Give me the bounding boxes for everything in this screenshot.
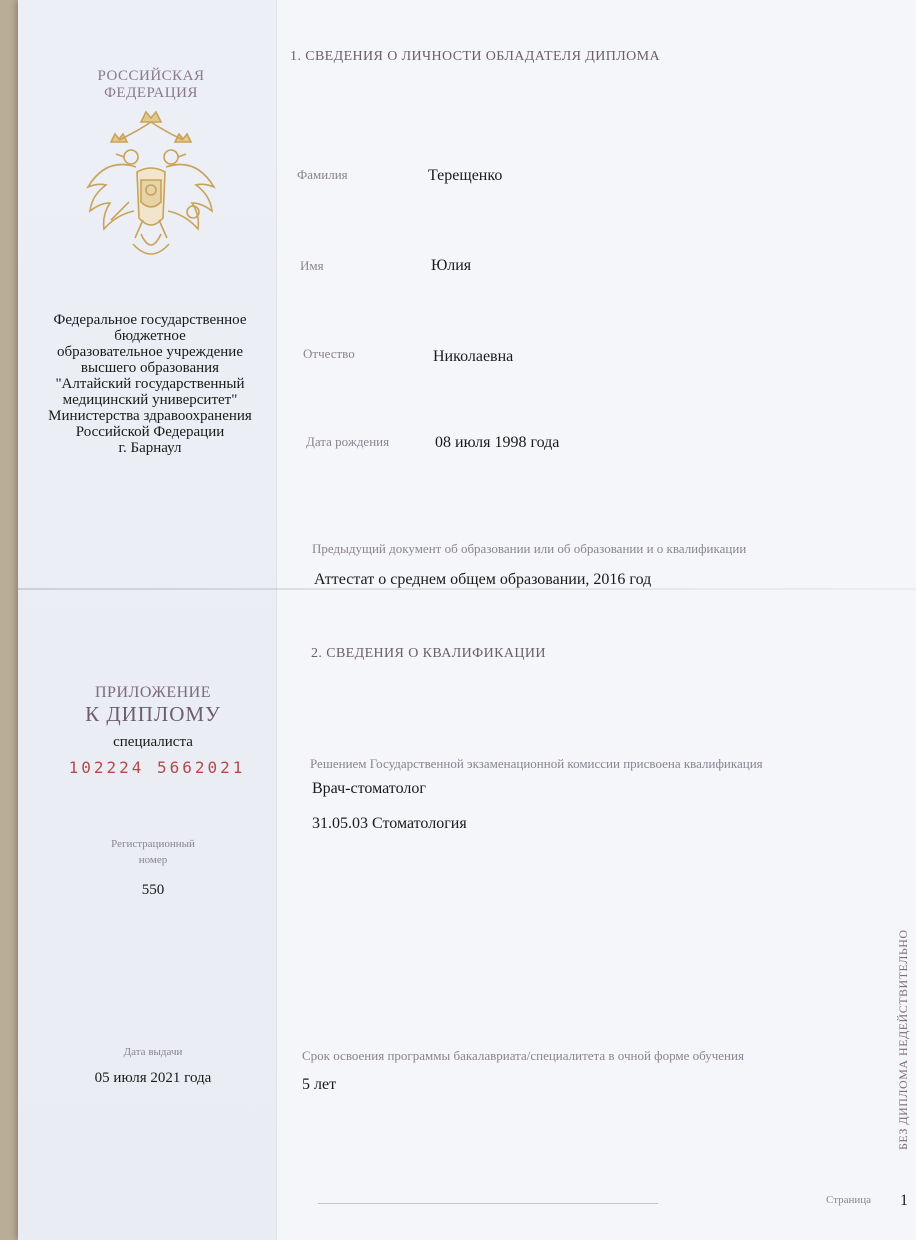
birth-date-label: Дата рождения <box>306 434 390 449</box>
page-number: 1 <box>900 1192 908 1209</box>
qualification-value: Врач-стоматолог <box>312 780 426 797</box>
surname-value: Терещенко <box>428 167 503 184</box>
country-title <box>76 68 226 102</box>
previous-document-label: Предыдущий документ об образовании или об образовании и о квалификации <box>312 541 747 556</box>
registration-number-label <box>78 836 228 868</box>
study-duration-label: Срок освоения программы бакалавриата/специалитета в очной форме обучения <box>302 1048 744 1063</box>
signature-line <box>318 1203 658 1204</box>
org-line: Министерства здравоохранения <box>48 408 252 424</box>
section-2-title: 2. СВЕДЕНИЯ О КВАЛИФИКАЦИИ <box>311 646 546 661</box>
org-line: образовательное учреждение <box>56 344 243 360</box>
org-line: "Алтайский государственный <box>55 376 245 392</box>
previous-document-value: Аттестат о среднем общем образовании, 2016 год <box>314 571 652 588</box>
study-duration-value: 5 лет <box>302 1076 337 1093</box>
org-line: Федеральное государственное <box>53 312 247 328</box>
first-name-label: Имя <box>300 258 324 273</box>
diploma-level: специалиста <box>113 734 193 750</box>
specialty-value: 31.05.03 Стоматология <box>312 815 467 832</box>
registration-number-value: 550 <box>141 882 165 898</box>
qualification-label: Решением Государственной экзаменационной комиссии присвоена квалификация <box>310 756 763 771</box>
section-1-title: 1. СВЕДЕНИЯ О ЛИЧНОСТИ ОБЛАДАТЕЛЯ ДИПЛОМА <box>290 49 661 64</box>
patronymic-label: Отчество <box>303 346 355 361</box>
page-label: Страница <box>826 1194 872 1206</box>
org-line: бюджетное <box>114 328 186 344</box>
patronymic-value: Николаевна <box>433 348 514 365</box>
first-name-value: Юлия <box>431 257 472 274</box>
diploma-serial-number: 102224 5662021 <box>68 758 246 777</box>
diploma-appendix-sheet <box>18 0 916 1240</box>
surname-label: Фамилия <box>297 167 348 182</box>
coat-of-arms-icon <box>81 102 221 272</box>
appendix-heading-line-2: К ДИПЛОМУ <box>85 702 221 726</box>
org-line: медицинский университет" <box>62 392 238 408</box>
reg-label-line-2: номер <box>138 854 168 866</box>
org-line: Российской Федерации <box>75 424 225 440</box>
issue-date-label: Дата выдачи <box>123 1046 183 1058</box>
org-line: г. Барнаул <box>118 440 182 456</box>
validity-note: БЕЗ ДИПЛОМА НЕДЕЙСТВИТЕЛЬНО <box>896 929 910 1150</box>
reg-label-line-1: Регистрационный <box>111 838 195 850</box>
issuing-organization <box>32 312 268 456</box>
appendix-heading-line-1: ПРИЛОЖЕНИЕ <box>94 684 211 701</box>
country-line-2: ФЕДЕРАЦИЯ <box>104 85 198 101</box>
country-line-1: РОССИЙСКАЯ <box>97 68 205 84</box>
birth-date-value: 08 июля 1998 года <box>435 434 560 451</box>
issue-date-value: 05 июля 2021 года <box>94 1070 212 1086</box>
org-line: высшего образования <box>80 360 220 376</box>
